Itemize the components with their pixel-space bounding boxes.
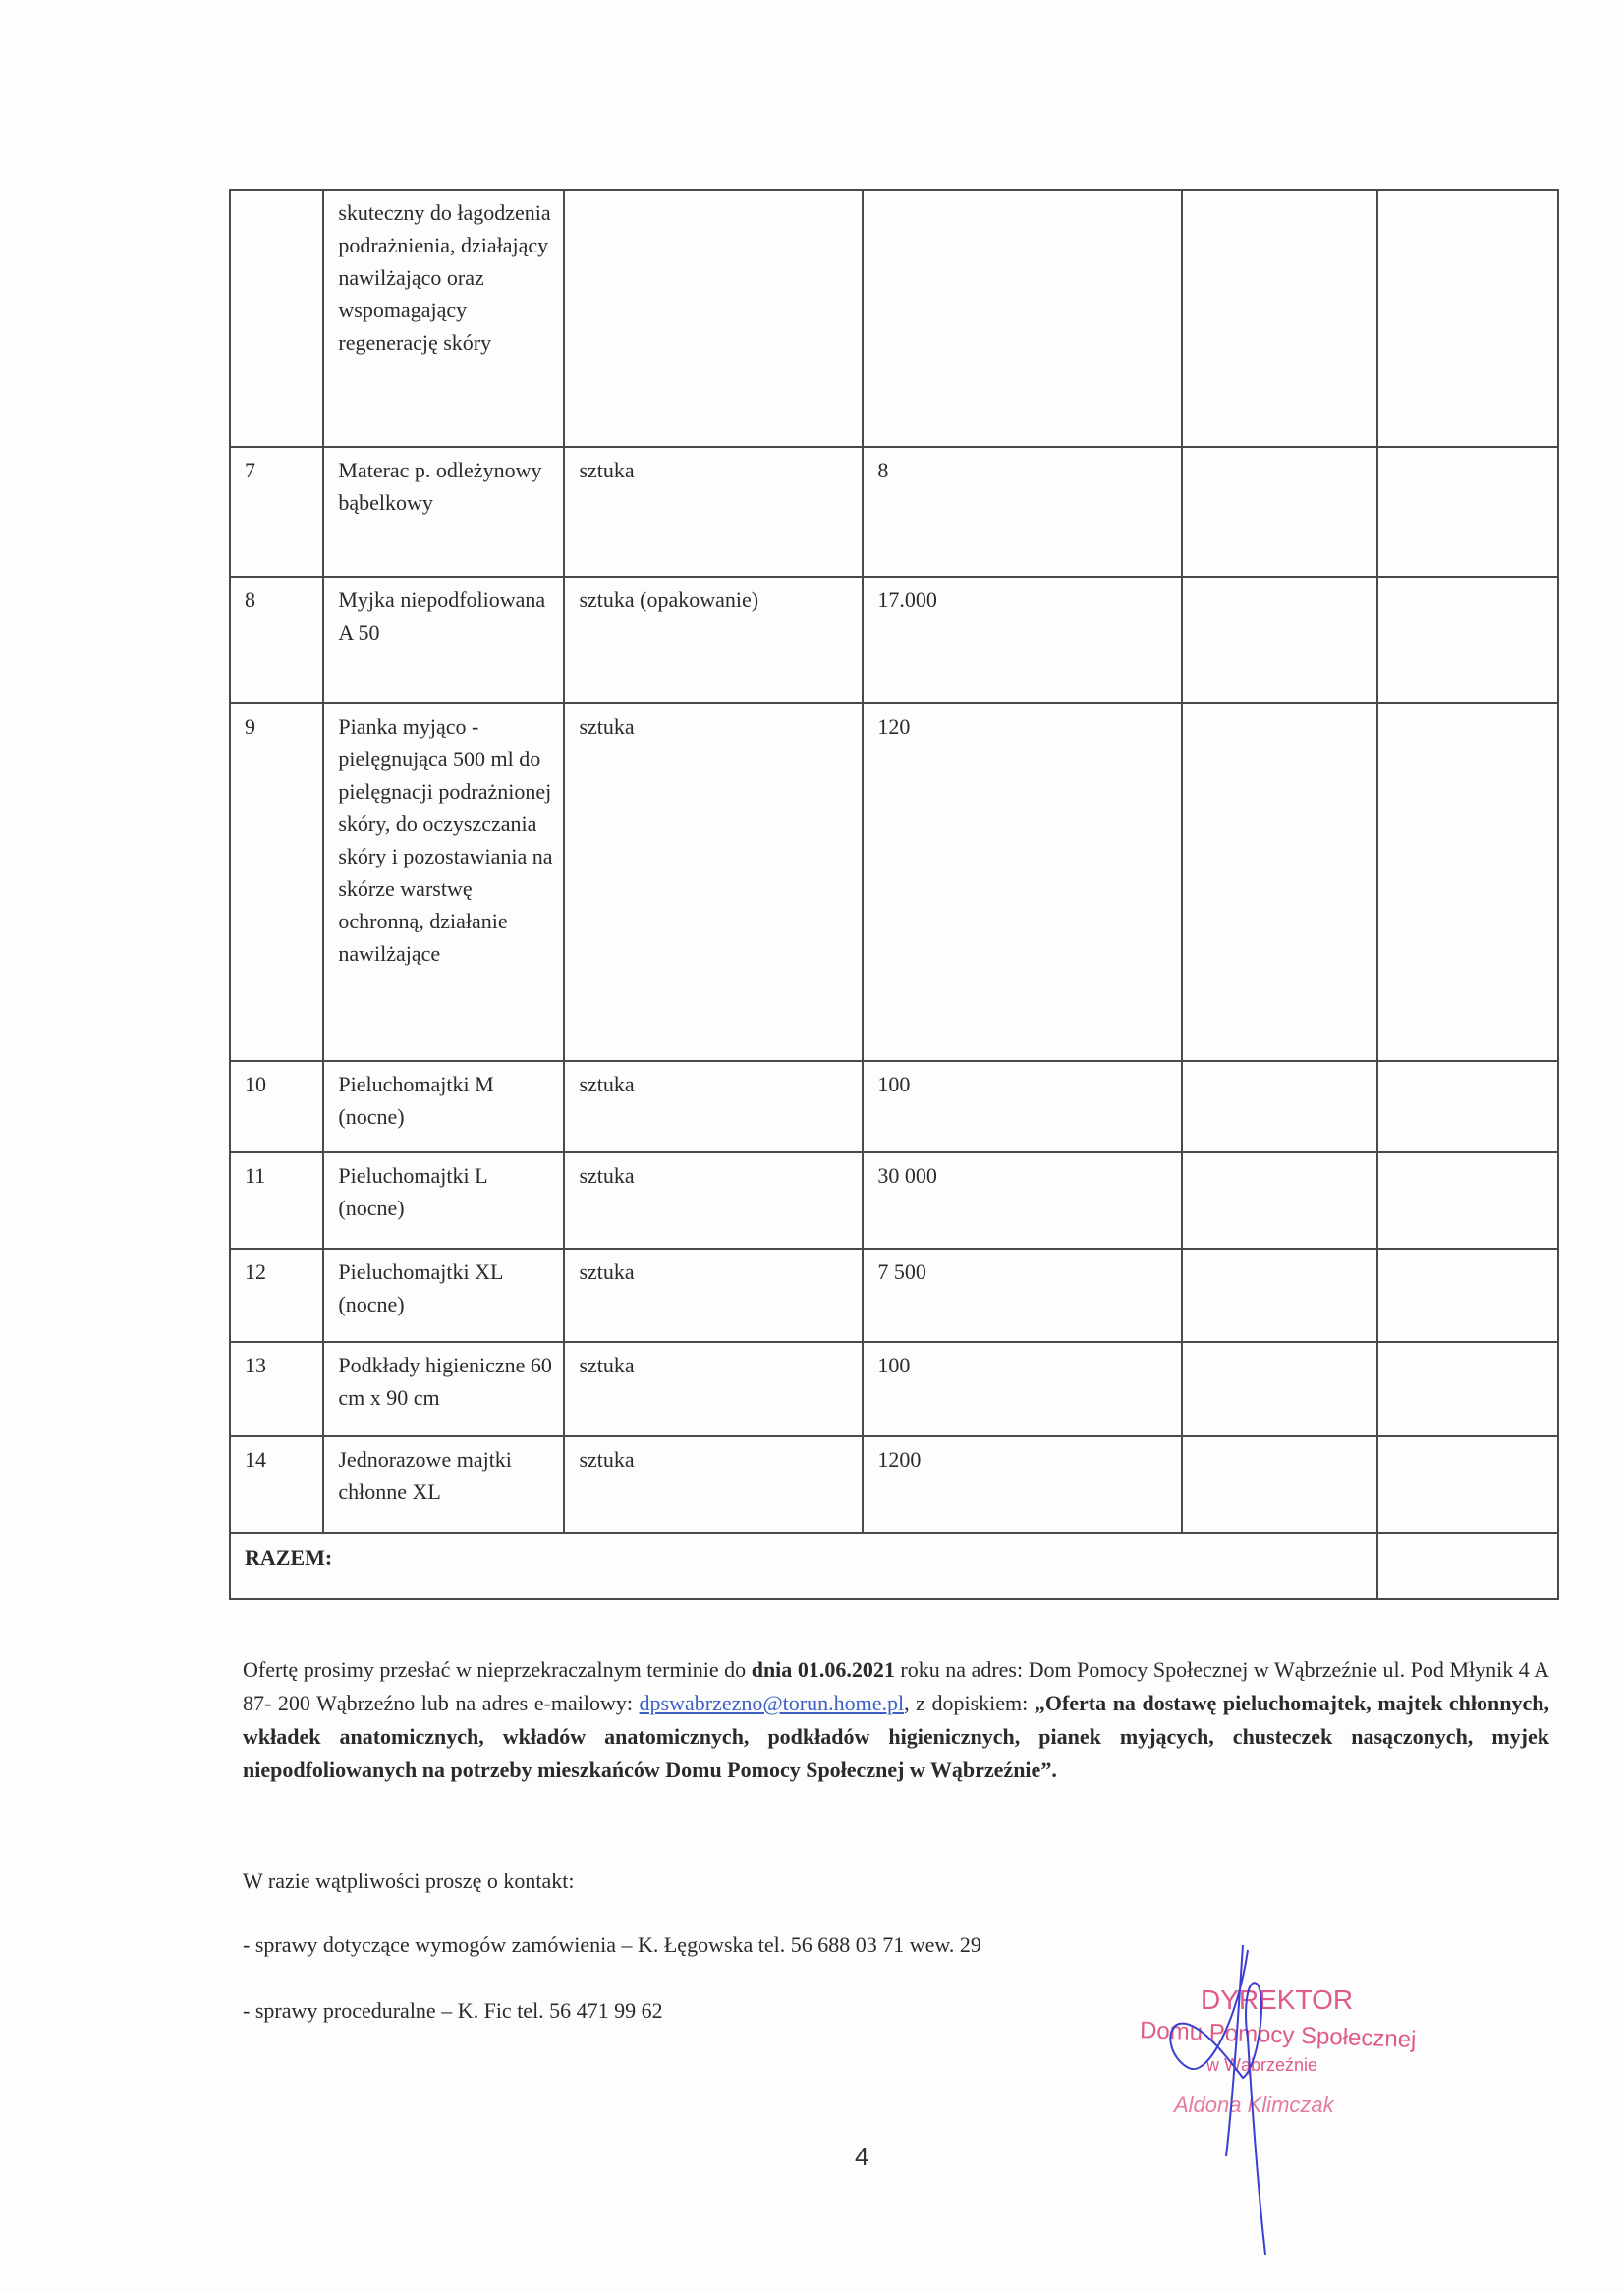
table-row [230, 1152, 1558, 1249]
table-row [230, 577, 1558, 703]
table-row [230, 1342, 1558, 1436]
unit-price [1182, 1061, 1377, 1152]
product-name: skuteczny do łagodzenia podrażnienia, działający nawilżająco oraz wspomagający regenerację skóry [323, 190, 564, 447]
table-row [230, 190, 1558, 447]
quantity: 1200 [863, 1436, 1182, 1533]
offer-address: roku na adres: Dom Pomocy Społecznej w Wąbrzeźnie ul. Pod Młynik 4 A 87- 200 Wąbrzeźno lub na adres e-mailowy: [243, 1657, 1549, 1715]
product-name: Jednorazowe majtki chłonne XL [323, 1436, 564, 1533]
row-number: 9 [230, 703, 323, 1061]
quantity: 7 500 [863, 1249, 1182, 1342]
stamp-name: Aldona Klimczak [1174, 2093, 1334, 2117]
quantity: 100 [863, 1342, 1182, 1436]
unit-price [1182, 703, 1377, 1061]
unit: sztuka [564, 1152, 863, 1249]
table-row [230, 447, 1558, 577]
total-row [230, 1533, 1558, 1599]
total-value [1377, 577, 1558, 703]
total-value [1377, 1436, 1558, 1533]
offer-text-end: , z dopiskiem: [904, 1691, 1035, 1715]
total-label: RAZEM: [230, 1533, 1377, 1599]
unit-price [1182, 1152, 1377, 1249]
unit: sztuka [564, 703, 863, 1061]
row-number: 10 [230, 1061, 323, 1152]
contact-line-procedural: - sprawy proceduralne – K. Fic tel. 56 471 99 62 [243, 1998, 663, 2023]
unit-price [1182, 190, 1377, 447]
offer-deadline: dnia 01.06.2021 [751, 1657, 895, 1682]
unit: sztuka (opakowanie) [564, 577, 863, 703]
offer-text-start: Ofertę prosimy przesłać w nieprzekraczalnym terminie do [243, 1657, 752, 1682]
table-row [230, 1249, 1558, 1342]
quantity: 8 [863, 447, 1182, 577]
product-name: Pieluchomajtki L (nocne) [323, 1152, 564, 1249]
unit-price [1182, 1249, 1377, 1342]
stamp-title: DYREKTOR [1201, 1985, 1354, 2015]
stamp-org: Domu Pomocy Społecznej [1139, 2017, 1417, 2053]
row-number: 11 [230, 1152, 323, 1249]
unit: sztuka [564, 1342, 863, 1436]
quantity: 100 [863, 1061, 1182, 1152]
products-table [229, 189, 1559, 1600]
unit-price [1182, 577, 1377, 703]
table-row [230, 1061, 1558, 1152]
unit: sztuka [564, 1249, 863, 1342]
total-value [1377, 1533, 1558, 1599]
table-row [230, 1436, 1558, 1533]
row-number [230, 190, 323, 447]
product-name: Pieluchomajtki XL (nocne) [323, 1249, 564, 1342]
total-value [1377, 1249, 1558, 1342]
total-value [1377, 447, 1558, 577]
row-number: 13 [230, 1342, 323, 1436]
row-number: 8 [230, 577, 323, 703]
contact-intro: W razie wątpliwości proszę o kontakt: [243, 1869, 575, 1893]
offer-subject: „Oferta na dostawę pieluchomajtek, majtek chłonnych, wkładek anatomicznych, wkładów anatomicznych, podkładów higienicznych, pianek myjących, chusteczek nasączonych, myjek niepodfoliowanych na potrzeby mieszkańców Domu Pomocy Społecznej w Wąbrzeźnie”. [243, 1691, 1549, 1782]
quantity [863, 190, 1182, 447]
product-name: Materac p. odleżynowy bąbelkowy [323, 447, 564, 577]
total-value [1377, 190, 1558, 447]
total-value [1377, 1152, 1558, 1249]
contact-line-requirements: - sprawy dotyczące wymogów zamówienia – K. Łęgowska tel. 56 688 03 71 wew. 29 [243, 1932, 981, 1957]
table-row [230, 703, 1558, 1061]
total-value [1377, 703, 1558, 1061]
unit-price [1182, 1342, 1377, 1436]
signature-icon [1149, 1940, 1346, 2264]
product-name: Pianka myjąco - pielęgnująca 500 ml do pielęgnacji podrażnionej skóry, do oczyszczania skóry i pozostawiania na skórze warstwę ochronną, działanie nawilżające [323, 703, 564, 1061]
unit [564, 190, 863, 447]
quantity: 17.000 [863, 577, 1182, 703]
unit-price [1182, 447, 1377, 577]
product-name: Pieluchomajtki M (nocne) [323, 1061, 564, 1152]
row-number: 14 [230, 1436, 323, 1533]
product-name: Podkłady higieniczne 60 cm x 90 cm [323, 1342, 564, 1436]
unit: sztuka [564, 447, 863, 577]
stamp-city: w Wąbrzeźnie [1206, 2055, 1318, 2075]
page-number: 4 [855, 2142, 869, 2171]
total-value [1377, 1342, 1558, 1436]
email-link[interactable]: dpswabrzezno@torun.home.pl [639, 1691, 905, 1715]
unit: sztuka [564, 1061, 863, 1152]
row-number: 12 [230, 1249, 323, 1342]
offer-paragraph [243, 1653, 1549, 1787]
unit: sztuka [564, 1436, 863, 1533]
row-number: 7 [230, 447, 323, 577]
quantity: 120 [863, 703, 1182, 1061]
total-value [1377, 1061, 1558, 1152]
quantity: 30 000 [863, 1152, 1182, 1249]
product-name: Myjka niepodfoliowana A 50 [323, 577, 564, 703]
unit-price [1182, 1436, 1377, 1533]
